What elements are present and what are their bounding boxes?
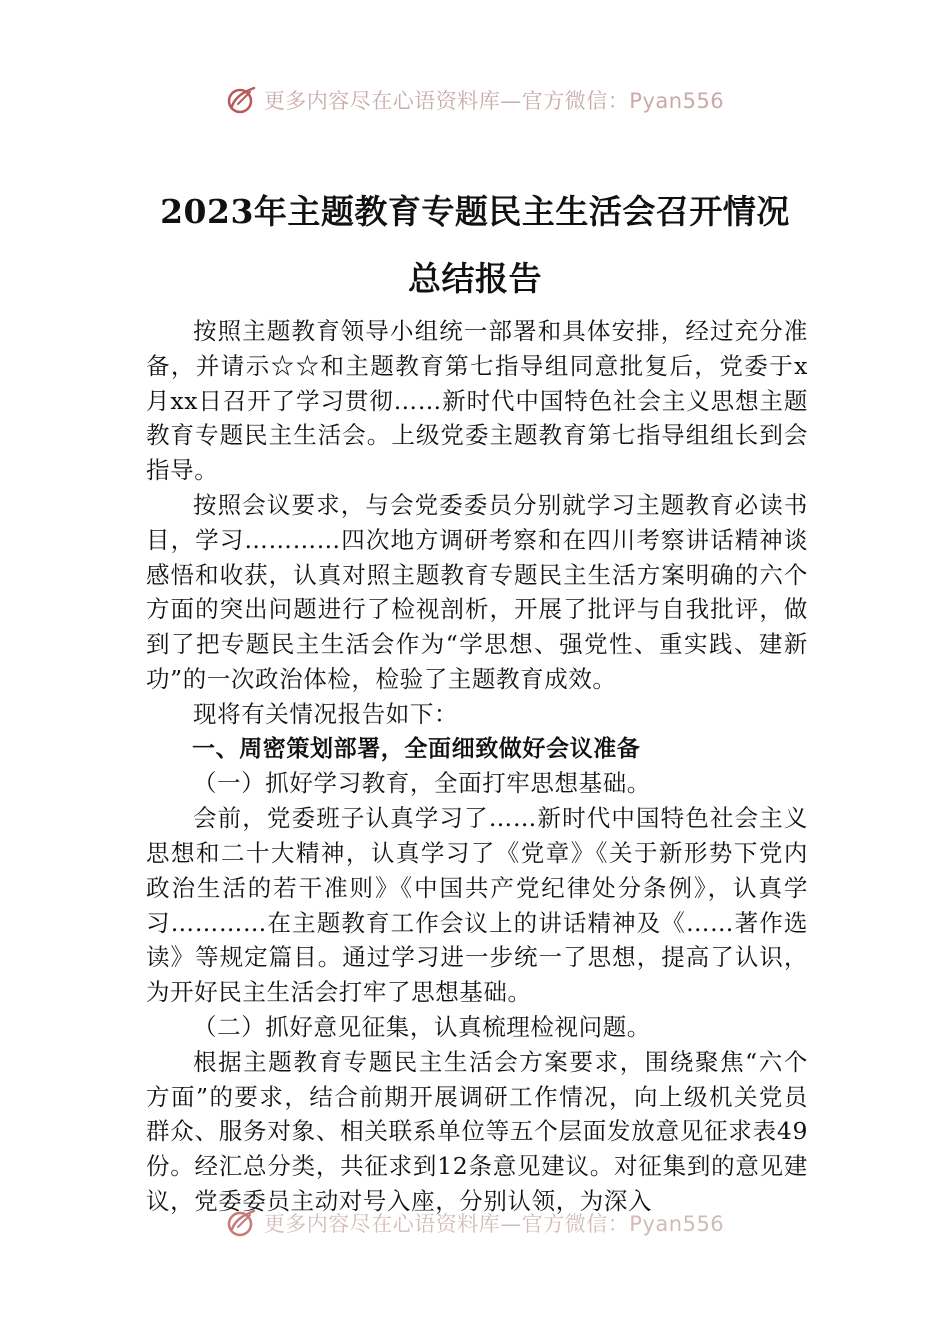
document-body — [146, 314, 808, 1219]
watermark-text: 更多内容尽在心语资料库—官方微信：Pyan556 — [263, 89, 725, 113]
paragraph: 按照会议要求，与会党委委员分别就学习主题教育必读书目，学习…………四次地方调研考察和在四川考察讲话精神谈感悟和收获，认真对照主题教育专题民主生活方案明确的六个方面的突出问题进行了检视剖析，开展了批评与自我批评，做到了把专题民主生活会作为“学思想、强党性、重实践、建新功”的一次政治体检，检验了主题教育成效。 — [146, 490, 808, 693]
logo-icon — [226, 1207, 258, 1239]
watermark-text: 更多内容尽在心语资料库—官方微信：Pyan556 — [263, 1212, 725, 1236]
paragraph: 根据主题教育专题民主生活会方案要求，围绕聚焦“六个方面”的要求，结合前期开展调研工作情况，向上级机关党员群众、服务对象、相关联系单位等五个层面发放意见征求表49份。经汇总分类，共征求到12条意见建议。对征集到的意见建议，党委委员主动对号入座，分别认领，为深入 — [146, 1047, 808, 1215]
logo-icon — [226, 84, 258, 116]
watermark-header — [0, 84, 950, 116]
paragraph: 会前，党委班子认真学习了……新时代中国特色社会主义思想和二十大精神，认真学习了《党章》《关于新形势下党内政治生活的若干准则》《中国共产党纪律处分条例》，认真学习…………在主题教育工作会议上的讲话精神及《……著作选读》等规定篇目。通过学习进一步统一了思想，提高了认识，为开好民主生活会打牢了思想基础。 — [146, 804, 808, 1007]
section-heading: 一、周密策划部署，全面细致做好会议准备 — [192, 735, 641, 762]
document-title-line1: 2023年主题教育专题民主生活会召开情况 — [160, 192, 790, 231]
document-title-line2: 总结报告 — [408, 259, 542, 298]
subsection-heading: （一）抓好学习教育，全面打牢思想基础。 — [193, 769, 651, 798]
watermark-footer — [0, 1207, 950, 1239]
paragraph: 按照主题教育领导小组统一部署和具体安排，经过充分准备，并请示☆☆和主题教育第七指导组同意批复后，党委于x月xx日召开了学习贯彻……新时代中国特色社会主义思想主题教育专题民主生活会。上级党委主题教育第七指导组组长到会指导。 — [146, 317, 808, 485]
paragraph: 现将有关情况报告如下： — [193, 699, 459, 728]
subsection-heading: （二）抓好意见征集，认真梳理检视问题。 — [193, 1012, 651, 1041]
